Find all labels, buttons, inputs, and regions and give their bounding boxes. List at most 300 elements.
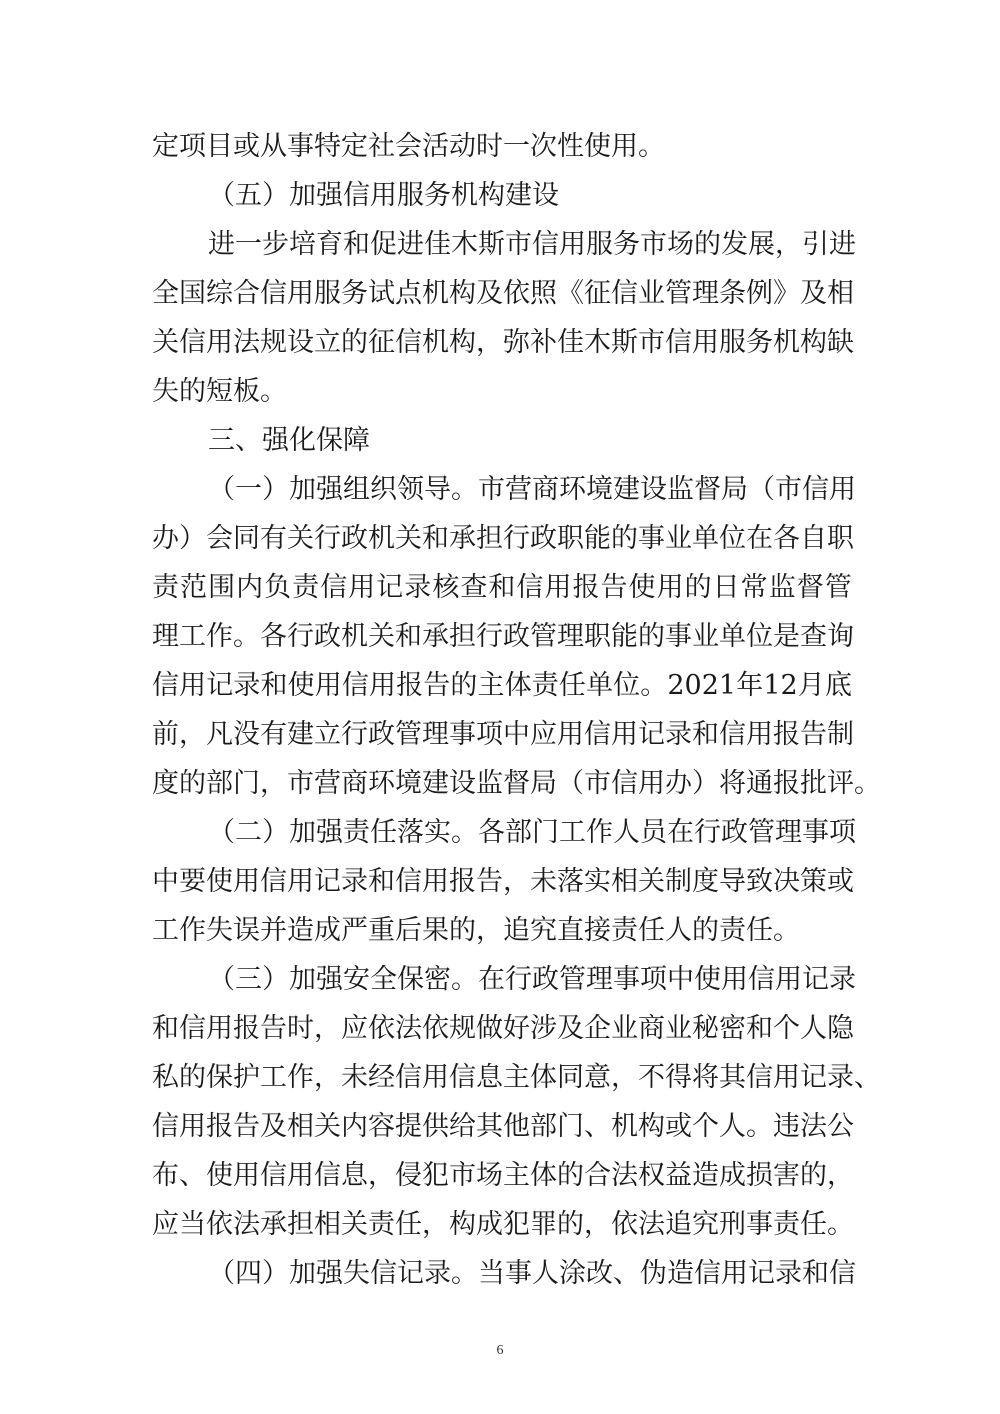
- glyph: 进: [397, 229, 424, 260]
- glyph: 制: [665, 866, 692, 897]
- glyph: 业: [692, 621, 719, 652]
- glyph: 境: [395, 768, 422, 799]
- glyph: 依: [206, 1209, 233, 1240]
- glyph: 将: [719, 768, 746, 799]
- glyph: 及: [557, 1013, 584, 1044]
- glyph: 单: [586, 670, 613, 701]
- glyph: 致: [746, 866, 773, 897]
- glyph: 主: [503, 1160, 530, 1191]
- glyph: （: [557, 768, 584, 799]
- glyph: 将: [692, 1062, 719, 1093]
- glyph: 法: [233, 1209, 260, 1240]
- glyph: 关: [368, 621, 395, 652]
- text-line: 定项目或从事特定社会活动时一次性使用。: [152, 131, 665, 162]
- glyph: 作: [586, 817, 613, 848]
- glyph: 容: [368, 1111, 395, 1142]
- glyph: 息: [341, 1160, 368, 1191]
- glyph: 合: [584, 1160, 611, 1191]
- glyph: 记: [638, 719, 665, 750]
- glyph: 造: [667, 1258, 694, 1289]
- glyph: 其: [476, 1111, 503, 1142]
- glyph: 使: [628, 572, 656, 603]
- glyph: 决: [773, 866, 800, 897]
- paragraph-line: [152, 612, 852, 661]
- paragraph-line: [152, 1102, 852, 1151]
- paragraph-line: [152, 759, 881, 808]
- glyph: 信: [748, 964, 775, 995]
- glyph: 用: [348, 572, 376, 603]
- glyph: 用: [179, 1111, 206, 1142]
- glyph: 项: [640, 964, 667, 995]
- glyph: 告: [800, 719, 827, 750]
- glyph: 信: [802, 474, 829, 505]
- glyph: 信: [694, 1258, 721, 1289]
- glyph: 商: [341, 768, 368, 799]
- glyph: 报: [449, 866, 476, 897]
- glyph: 部: [530, 1111, 557, 1142]
- glyph: 门: [557, 1111, 584, 1142]
- glyph: 监: [768, 572, 796, 603]
- glyph: 的: [557, 1160, 584, 1191]
- glyph: 核: [432, 572, 460, 603]
- glyph: 市: [638, 327, 665, 358]
- glyph: 的: [450, 670, 478, 701]
- glyph: 责: [773, 1209, 800, 1240]
- glyph: 务: [613, 229, 640, 260]
- glyph: 信: [341, 670, 369, 701]
- glyph: 内: [341, 1111, 368, 1142]
- glyph: 隐: [827, 1013, 854, 1044]
- glyph: 导: [424, 474, 451, 505]
- glyph: 凡: [206, 719, 233, 750]
- glyph: 2021: [667, 670, 737, 701]
- glyph: 使: [206, 866, 233, 897]
- glyph: 场: [476, 1160, 503, 1191]
- glyph: 评: [827, 768, 854, 799]
- glyph: 人: [613, 817, 640, 848]
- glyph: 的: [694, 229, 721, 260]
- glyph: 未: [341, 1062, 368, 1093]
- glyph: 项: [476, 719, 503, 750]
- glyph: 政: [368, 719, 395, 750]
- glyph: 用: [829, 474, 856, 505]
- glyph: 他: [503, 1111, 530, 1142]
- glyph: 领: [397, 474, 424, 505]
- glyph: 用: [314, 670, 342, 701]
- glyph: 关: [341, 1209, 368, 1240]
- glyph: 体: [530, 1160, 557, 1191]
- glyph: 责: [343, 817, 370, 848]
- glyph: 记: [397, 1258, 424, 1289]
- glyph: （: [208, 817, 235, 848]
- glyph: 承: [449, 523, 476, 554]
- glyph: 、: [854, 1062, 881, 1093]
- glyph: 好: [503, 1013, 530, 1044]
- glyph: 人: [800, 1013, 827, 1044]
- glyph: 事: [746, 1209, 773, 1240]
- glyph: 的: [179, 1062, 206, 1093]
- glyph: 记: [800, 1062, 827, 1093]
- glyph: 关: [395, 523, 422, 554]
- glyph: 。: [827, 1209, 854, 1240]
- glyph: 信: [395, 866, 422, 897]
- glyph: 有: [260, 523, 287, 554]
- glyph: 个: [692, 1111, 719, 1142]
- glyph: 管: [559, 964, 586, 995]
- glyph: 用: [746, 719, 773, 750]
- glyph: 用: [287, 1160, 314, 1191]
- glyph: 构: [449, 1209, 476, 1240]
- glyph: 事: [449, 719, 476, 750]
- glyph: 信: [395, 1062, 422, 1093]
- glyph: 信: [584, 719, 611, 750]
- glyph: 及: [800, 278, 827, 309]
- glyph: 月: [797, 670, 825, 701]
- glyph: 罪: [530, 1209, 557, 1240]
- glyph: 内: [236, 572, 264, 603]
- glyph: 和: [692, 719, 719, 750]
- glyph: 依: [611, 1209, 638, 1240]
- glyph: 商: [638, 1013, 665, 1044]
- glyph: 木: [584, 327, 611, 358]
- glyph: 秘: [692, 1013, 719, 1044]
- glyph: 犯: [422, 1160, 449, 1191]
- glyph: 给: [449, 1111, 476, 1142]
- glyph: 发: [721, 229, 748, 260]
- glyph: 的: [684, 572, 712, 603]
- glyph: 构: [638, 1111, 665, 1142]
- glyph: 任: [800, 1209, 827, 1240]
- glyph: 木: [451, 229, 478, 260]
- paragraph-line: [152, 1053, 881, 1102]
- glyph: 展: [748, 229, 775, 260]
- glyph: 职: [827, 523, 854, 554]
- glyph: 记: [314, 866, 341, 897]
- paragraph-line: [152, 955, 856, 1004]
- glyph: 度: [692, 866, 719, 897]
- glyph: 安: [343, 964, 370, 995]
- glyph: 度: [152, 768, 179, 799]
- glyph: 信: [179, 327, 206, 358]
- glyph: 意: [584, 1062, 611, 1093]
- glyph: 究: [692, 1209, 719, 1240]
- glyph: 相: [314, 1209, 341, 1240]
- glyph: 市: [478, 474, 505, 505]
- glyph: 事: [802, 817, 829, 848]
- glyph: 服: [586, 229, 613, 260]
- glyph: 各: [478, 817, 505, 848]
- glyph: 行: [503, 523, 530, 554]
- glyph: 市: [287, 768, 314, 799]
- glyph: 项: [829, 817, 856, 848]
- glyph: 成: [476, 1209, 503, 1240]
- glyph: 法: [611, 1160, 638, 1191]
- glyph: 会: [206, 523, 233, 554]
- glyph: 、: [179, 1160, 206, 1191]
- glyph: ，: [179, 719, 206, 750]
- glyph: 国: [179, 278, 206, 309]
- glyph: ，: [476, 327, 503, 358]
- glyph: 例: [746, 278, 773, 309]
- glyph: 关: [638, 866, 665, 897]
- paragraph-line: [152, 269, 852, 318]
- glyph: 主: [503, 1062, 530, 1093]
- glyph: 政: [341, 523, 368, 554]
- glyph: 管: [395, 719, 422, 750]
- glyph: 服: [314, 278, 341, 309]
- glyph: 位: [719, 523, 746, 554]
- document-body: [152, 122, 881, 1298]
- glyph: 业: [665, 523, 692, 554]
- glyph: 督: [796, 572, 824, 603]
- glyph: 失: [343, 1258, 370, 1289]
- glyph: 录: [827, 1062, 854, 1093]
- glyph: 使: [287, 670, 315, 701]
- glyph: 强: [316, 474, 343, 505]
- glyph: 用: [559, 229, 586, 260]
- glyph: 弥: [503, 327, 530, 358]
- glyph: 的: [638, 621, 665, 652]
- glyph: 改: [586, 1258, 613, 1289]
- glyph: 告: [600, 572, 628, 603]
- glyph: 承: [422, 621, 449, 652]
- glyph: 育: [316, 229, 343, 260]
- glyph: 成: [719, 1160, 746, 1191]
- paragraph-line: [152, 1249, 856, 1298]
- glyph: 市: [449, 1160, 476, 1191]
- glyph: 单: [692, 523, 719, 554]
- glyph: 场: [667, 229, 694, 260]
- paragraph-line: [152, 318, 852, 367]
- glyph: 缺: [827, 327, 854, 358]
- glyph: 围: [208, 572, 236, 603]
- glyph: 担: [449, 621, 476, 652]
- glyph: 记: [802, 964, 829, 995]
- glyph: 加: [289, 964, 316, 995]
- glyph: 门: [532, 817, 559, 848]
- glyph: 责: [152, 572, 179, 603]
- glyph: 中: [152, 866, 179, 897]
- glyph: 用: [721, 964, 748, 995]
- glyph: 保: [206, 1062, 233, 1093]
- glyph: 用: [544, 572, 572, 603]
- glyph: 立: [314, 719, 341, 750]
- glyph: 和: [746, 1013, 773, 1044]
- glyph: 机: [611, 1111, 638, 1142]
- glyph: 记: [206, 670, 234, 701]
- glyph: 信: [532, 229, 559, 260]
- glyph: 法: [800, 1111, 827, 1142]
- glyph: 构: [449, 327, 476, 358]
- glyph: 相: [827, 278, 854, 309]
- glyph: 服: [719, 327, 746, 358]
- paragraph-line: 失的短板。: [152, 376, 287, 407]
- glyph: 用: [179, 670, 207, 701]
- glyph: 密: [719, 1013, 746, 1044]
- glyph: 关: [314, 1111, 341, 1142]
- glyph: 构: [800, 327, 827, 358]
- glyph: 《: [557, 278, 584, 309]
- glyph: 用: [233, 866, 260, 897]
- glyph: 市: [775, 474, 802, 505]
- glyph: 各: [773, 523, 800, 554]
- glyph: 规: [449, 1013, 476, 1044]
- glyph: 落: [557, 866, 584, 897]
- glyph: 不: [638, 1062, 665, 1093]
- glyph: 行: [341, 719, 368, 750]
- glyph: ，: [775, 229, 802, 260]
- glyph: 的: [341, 327, 368, 358]
- glyph: 行: [287, 621, 314, 652]
- glyph: 违: [773, 1111, 800, 1142]
- glyph: 局: [721, 474, 748, 505]
- glyph: 信: [152, 670, 179, 701]
- paragraph-line: [152, 1004, 852, 1053]
- glyph: 是: [773, 621, 800, 652]
- glyph: 组: [343, 474, 370, 505]
- glyph: 政: [503, 621, 530, 652]
- glyph: ）: [262, 964, 289, 995]
- glyph: 录: [233, 670, 261, 701]
- glyph: 和: [422, 523, 449, 554]
- glyph: 政: [532, 964, 559, 995]
- glyph: 工: [179, 621, 206, 652]
- glyph: 市: [584, 768, 611, 799]
- glyph: 制: [827, 719, 854, 750]
- glyph: 织: [370, 474, 397, 505]
- paragraph-line: [152, 857, 852, 906]
- glyph: 用: [656, 572, 684, 603]
- glyph: 同: [557, 1062, 584, 1093]
- glyph: 和: [260, 670, 288, 701]
- glyph: 加: [289, 474, 316, 505]
- paragraph-line: 工作失误并造成严重后果的，追究直接责任人的责任。: [152, 915, 800, 946]
- glyph: 机: [422, 278, 449, 309]
- glyph: 信: [314, 1160, 341, 1191]
- glyph: 主: [477, 670, 505, 701]
- glyph: 或: [827, 866, 854, 897]
- glyph: 办: [665, 768, 692, 799]
- glyph: 工: [559, 817, 586, 848]
- glyph: 依: [503, 278, 530, 309]
- glyph: 征: [368, 327, 395, 358]
- glyph: ）: [262, 817, 289, 848]
- glyph: （: [208, 964, 235, 995]
- glyph: 境: [586, 474, 613, 505]
- glyph: 人: [532, 1258, 559, 1289]
- paragraph-line: [152, 710, 852, 759]
- glyph: 业: [665, 1013, 692, 1044]
- glyph: 步: [262, 229, 289, 260]
- glyph: 督: [694, 474, 721, 505]
- glyph: 企: [584, 1013, 611, 1044]
- glyph: 和: [343, 229, 370, 260]
- glyph: 依: [368, 1013, 395, 1044]
- glyph: ，: [314, 1013, 341, 1044]
- glyph: 事: [638, 523, 665, 554]
- glyph: 。: [746, 1111, 773, 1142]
- paragraph-line: [152, 808, 856, 857]
- glyph: ，: [611, 1062, 638, 1093]
- glyph: 法: [638, 1209, 665, 1240]
- glyph: 询: [827, 621, 854, 652]
- glyph: 当: [478, 1258, 505, 1289]
- glyph: ，: [503, 866, 530, 897]
- glyph: 造: [692, 1160, 719, 1191]
- glyph: 》: [773, 278, 800, 309]
- glyph: 务: [341, 278, 368, 309]
- glyph: 法: [395, 1013, 422, 1044]
- glyph: 用: [233, 1160, 260, 1191]
- glyph: 。: [451, 964, 478, 995]
- glyph: 关: [152, 327, 179, 358]
- glyph: 侵: [395, 1160, 422, 1191]
- glyph: 录: [775, 1258, 802, 1289]
- glyph: 一: [235, 229, 262, 260]
- glyph: 关: [287, 523, 314, 554]
- glyph: 全: [370, 964, 397, 995]
- glyph: 得: [665, 1062, 692, 1093]
- glyph: 信: [370, 1258, 397, 1289]
- glyph: 理: [422, 719, 449, 750]
- glyph: 建: [613, 474, 640, 505]
- glyph: 全: [152, 278, 179, 309]
- glyph: 员: [640, 817, 667, 848]
- glyph: 刑: [719, 1209, 746, 1240]
- glyph: 建: [422, 768, 449, 799]
- glyph: 合: [233, 278, 260, 309]
- glyph: 行: [314, 523, 341, 554]
- glyph: 告: [260, 1013, 287, 1044]
- glyph: 的: [179, 768, 206, 799]
- glyph: 试: [368, 278, 395, 309]
- glyph: 理: [692, 278, 719, 309]
- glyph: 征: [584, 278, 611, 309]
- glyph: 行: [505, 964, 532, 995]
- glyph: ）: [262, 1258, 289, 1289]
- glyph: 法: [233, 327, 260, 358]
- glyph: 二: [235, 817, 262, 848]
- glyph: 。: [640, 670, 668, 701]
- glyph: 用: [287, 278, 314, 309]
- glyph: 年: [736, 670, 764, 701]
- glyph: 使: [206, 1160, 233, 1191]
- glyph: 范: [180, 572, 208, 603]
- glyph: 。: [451, 817, 478, 848]
- glyph: 和: [802, 1258, 829, 1289]
- glyph: 常: [740, 572, 768, 603]
- glyph: 在: [478, 964, 505, 995]
- glyph: 策: [800, 866, 827, 897]
- glyph: 负: [264, 572, 292, 603]
- glyph: 市: [640, 229, 667, 260]
- glyph: 做: [476, 1013, 503, 1044]
- glyph: 政: [314, 621, 341, 652]
- glyph: 当: [179, 1209, 206, 1240]
- glyph: 立: [314, 327, 341, 358]
- glyph: 、: [584, 1111, 611, 1142]
- glyph: 商: [532, 474, 559, 505]
- glyph: 实: [424, 817, 451, 848]
- glyph: 。: [451, 474, 478, 505]
- glyph: 告: [423, 670, 451, 701]
- glyph: 作: [206, 621, 233, 652]
- glyph: 的: [557, 1209, 584, 1240]
- glyph: 用: [287, 866, 314, 897]
- glyph: 。: [451, 1258, 478, 1289]
- glyph: 行: [476, 621, 503, 652]
- glyph: 强: [316, 1258, 343, 1289]
